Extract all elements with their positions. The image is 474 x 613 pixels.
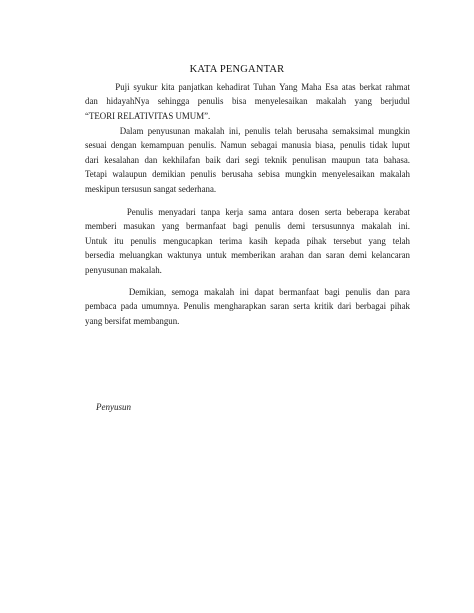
paragraph-4 (85, 285, 410, 328)
paragraph-3 (85, 205, 410, 277)
paragraph-line: meskipun tersusun sangat sederhana. (85, 183, 217, 194)
paragraph-line: Demikian, semoga makalah ini dapat bermanfaat bagi penulis dan para (85, 287, 410, 297)
paragraph-line: “TEORI RELATIVITAS UMUM”. (85, 110, 211, 121)
paragraph-line: penyusunan makalah. (85, 264, 162, 275)
paragraph-line: memberi masukan yang bermanfaat bagi penulis demi tersusunnya makalah ini. (85, 221, 410, 232)
paragraph-line: Penulis menyadari tanpa kerja sama antara dosen serta beberapa kerabat (85, 207, 410, 217)
paragraph-line: Dalam penyusunan makalah ini, penulis telah berusaha semaksimal mungkin (85, 126, 410, 136)
paragraph-1 (85, 80, 410, 123)
paragraph-line: yang bersifat membangun. (85, 315, 180, 326)
paragraph-line: dari kesalahan dan kekhilafan baik dari segi teknik penulisan maupun tata bahasa. (85, 154, 410, 165)
signature: Penyusun (96, 402, 131, 412)
paragraph-line: Tetapi walaupun demikian penulis berusaha sebisa mungkin menyelesaikan makalah (85, 169, 410, 180)
paragraph-line: Untuk itu penulis mengucapkan terima kasih kepada pihak tersebut yang telah (85, 235, 410, 246)
page-title: KATA PENGANTAR (189, 64, 285, 75)
paragraph-line: sesuai dengan kemampuan penulis. Namun sebagai manusia biasa, penulis tidak luput (85, 140, 410, 151)
paragraph-line: Puji syukur kita panjatkan kehadirat Tuhan Yang Maha Esa atas berkat rahmat (85, 82, 410, 92)
paragraph-line: bersedia meluangkan waktunya untuk memberikan arahan dan saran demi kelancaran (85, 250, 410, 261)
paragraph-line: pembaca pada umumnya. Penulis mengharapkan saran serta kritik dari berbagai pihak (85, 301, 410, 312)
paragraph-2 (85, 124, 410, 196)
paragraph-line: dan hidayahNya sehingga penulis bisa menyelesaikan makalah yang berjudul (85, 96, 410, 107)
